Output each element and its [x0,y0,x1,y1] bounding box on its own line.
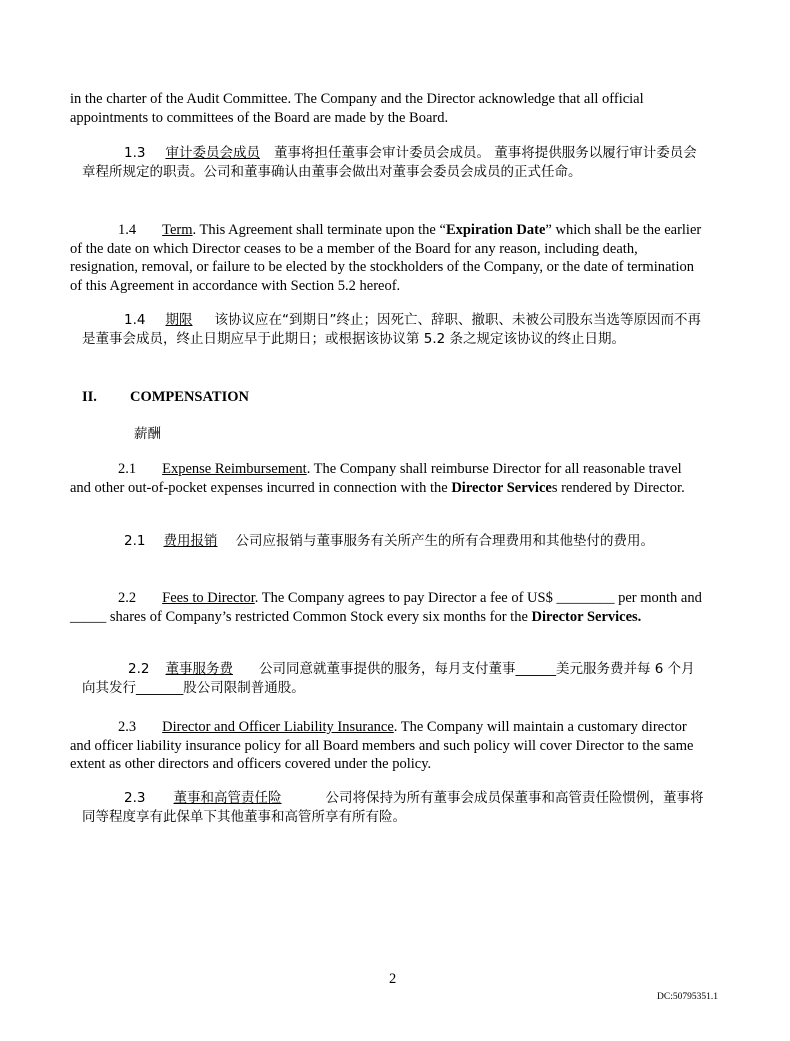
section-heading: Term [162,222,193,238]
paragraph-2-2: 2.2 Fees to Director. The Company agrees to pay Director a fee of US$ ________ per month and _____ shares of Company’s restricted Common Stock every six months for the Director Services. [70,590,702,625]
paragraph-intro: in the charter of the Audit Committee. The Company and the Director acknowledge that all official appointments to committees of the Board are made by the Board. [70,91,644,126]
section-number: 1.4 [118,222,137,238]
paragraph-1-4-zh [82,311,704,349]
section-heading: 期限 [165,312,193,328]
section-title: COMPENSATION [130,389,249,405]
paragraph-2-3: 2.3 Director and Officer Liability Insurance. The Company will maintain a customary director and officer liability insurance policy for all Board members and such policy will cover Director to the same extent as other directors and officers covered under the policy. [70,719,694,772]
section-text: 公司同意就董事提供的服务，每月支付董事______美元服务费并每 6 个月向其发行_______股公司限制普通股。 [82,661,695,696]
section-text: 公司将保持为所有董事会成员保董事和高管责任险惯例，董事将同等程度享有此保单下其他董事和高管所享有所有险。 [82,790,704,825]
section-number: 2.3 [118,719,137,735]
section-number: 1.3 [124,145,146,161]
section-number: 2.2 [118,590,137,606]
section-number: 2.1 [124,533,146,549]
section-text: 董事将担任董事会审计委员会成员。 董事将提供服务以履行审计委员会章程所规定的职责。公司和董事确认由董事会做出对董事会委员会成员的正式任命。 [82,145,697,180]
section-heading: Fees to Director [162,590,255,606]
paragraph-1-3-zh [82,144,704,182]
section-heading: 费用报销 [163,533,218,549]
document-id: DC:50795351.1 [657,992,718,1002]
section-text: 公司应报销与董事服务有关所产生的所有合理费用和其他垫付的费用。 [235,533,654,549]
paragraph-2-3-zh [82,789,704,827]
page-number: 2 [389,971,397,987]
section-number: 2.2 [128,661,150,677]
section-heading: 审计委员会成员 [165,145,260,161]
section-title-zh: 薪酬 [134,426,161,442]
section-roman-numeral: II. [82,389,97,405]
section-heading: Expense Reimbursement [162,461,307,477]
section-number: 2.1 [118,461,137,477]
section-heading: Director and Officer Liability Insurance [162,719,394,735]
section-text: 该协议应在“到期日”终止；因死亡、辞职、撤职、未被公司股东当选等原因而不再是董事会成员，终止日期应早于此期日；或根据该协议第 5.2 条之规定该协议的终止日期。 [82,312,701,347]
paragraph-2-1: 2.1 Expense Reimbursement. The Company shall reimburse Director for all reasonable travel and other out-of-pocket expenses incurred in connection with the Director Services rendered by Director. [70,461,685,496]
defined-term: Director Service [451,479,552,496]
paragraph-2-2-zh [82,660,704,698]
paragraph-2-1-zh [82,532,704,551]
defined-term: Director Services. [531,608,642,625]
section-number: 1.4 [124,312,146,328]
section-number: 2.3 [124,790,146,806]
section-heading-compensation [82,388,249,407]
defined-term: Expiration Date [445,222,546,238]
section-heading: 董事和高管责任险 [173,790,282,806]
section-heading: 董事服务费 [165,661,233,677]
paragraph-1-4: 1.4 Term. This Agreement shall terminate upon the “Expiration Date” which shall be the earlier of the date on which Director ceases to be a member of the Board for any reason, including death, resignation, removal, or failure to be elected by the stockholders of the Company, or the date of termination of this Agreement in accordance with Section 5.2 hereof. [70,222,702,294]
